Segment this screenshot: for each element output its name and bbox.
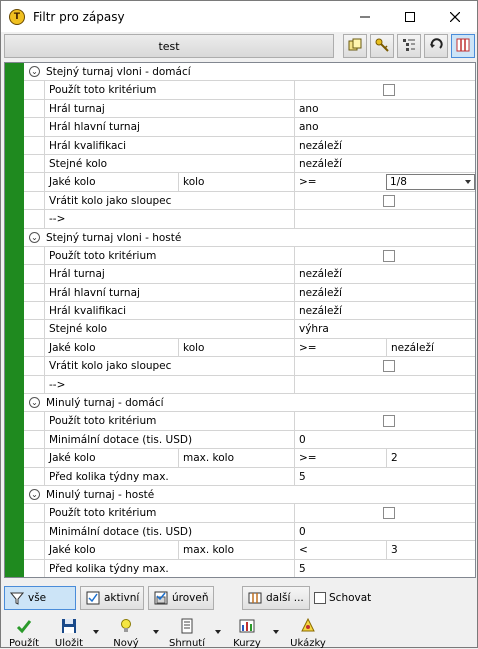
criteria-row bbox=[24, 560, 475, 578]
collapse-icon[interactable]: ⌄ bbox=[29, 489, 40, 500]
criteria-label: Stejné kolo bbox=[44, 155, 294, 173]
criteria-checkbox[interactable] bbox=[383, 195, 395, 207]
criteria-label: Jaké kolo bbox=[44, 339, 178, 357]
criteria-value[interactable]: výhra bbox=[294, 320, 475, 338]
odds-dropdown-arrow[interactable] bbox=[271, 615, 281, 648]
round-select-value: 1/8 bbox=[390, 176, 407, 189]
collapse-icon[interactable]: ⌄ bbox=[29, 232, 40, 243]
new-dropdown-arrow[interactable] bbox=[151, 615, 161, 648]
criteria-value[interactable]: ano bbox=[294, 118, 475, 136]
criteria-value[interactable]: nezáleží bbox=[294, 284, 475, 302]
criteria-value[interactable] bbox=[294, 412, 475, 430]
summary-label: Shrnutí bbox=[169, 638, 205, 649]
criteria-row bbox=[24, 541, 475, 559]
criteria-value[interactable] bbox=[294, 376, 475, 394]
document-icon bbox=[179, 618, 195, 637]
round-select[interactable] bbox=[386, 174, 475, 190]
criteria-row bbox=[24, 376, 475, 394]
samples-button[interactable] bbox=[281, 615, 335, 648]
filter-active-label: aktivní bbox=[104, 592, 140, 604]
criteria-label: Hrál hlavní turnaj bbox=[44, 284, 294, 302]
save-dropdown-arrow[interactable] bbox=[91, 615, 101, 648]
criteria-checkbox[interactable] bbox=[383, 250, 395, 262]
refresh-icon bbox=[429, 38, 443, 55]
criteria-label: Jaké kolo bbox=[44, 449, 178, 467]
criteria-row bbox=[24, 302, 475, 320]
criteria-value[interactable]: 3 bbox=[386, 541, 475, 559]
criteria-row bbox=[24, 100, 475, 118]
filter-active-button[interactable] bbox=[80, 586, 144, 610]
criteria-subfield[interactable]: max. kolo bbox=[178, 541, 294, 559]
criteria-row bbox=[24, 173, 475, 191]
criteria-value[interactable]: nezáleží bbox=[294, 137, 475, 155]
criteria-label: Použít toto kritérium bbox=[44, 81, 294, 99]
criteria-row bbox=[24, 339, 475, 357]
grid-indicator-bar bbox=[5, 63, 24, 577]
filter-level-button[interactable] bbox=[148, 586, 214, 610]
group-title: Stejný turnaj vloni - domácí bbox=[46, 66, 191, 78]
criteria-row bbox=[24, 449, 475, 467]
samples-icon bbox=[300, 618, 316, 637]
criteria-row bbox=[24, 468, 475, 486]
chevron-down-icon bbox=[465, 180, 471, 184]
criteria-subfield[interactable]: kolo bbox=[178, 339, 294, 357]
hide-checkbox[interactable] bbox=[314, 592, 326, 604]
criteria-label: Před kolika týdny max. bbox=[44, 560, 294, 578]
odds-button[interactable] bbox=[223, 615, 271, 648]
criteria-row bbox=[24, 412, 475, 430]
criteria-label: --> bbox=[44, 210, 294, 228]
criteria-label: Stejné kolo bbox=[44, 320, 294, 338]
criteria-label: Minimální dotace (tis. USD) bbox=[44, 523, 294, 541]
columns-more-icon bbox=[248, 591, 262, 605]
group-header[interactable] bbox=[24, 394, 475, 412]
criteria-checkbox[interactable] bbox=[383, 84, 395, 96]
group-title: Stejný turnaj vloni - hosté bbox=[46, 231, 182, 244]
criteria-value[interactable]: 0 bbox=[294, 431, 475, 449]
tree-list-icon bbox=[402, 38, 416, 55]
criteria-row bbox=[24, 137, 475, 155]
criteria-value[interactable]: nezáleží bbox=[294, 302, 475, 320]
criteria-label: Vrátit kolo jako sloupec bbox=[44, 357, 294, 375]
minimize-button[interactable] bbox=[342, 1, 387, 32]
funnel-icon bbox=[10, 591, 24, 605]
criteria-row bbox=[24, 504, 475, 522]
bottom-toolbar bbox=[1, 615, 477, 648]
window-title: Filtr pro zápasy bbox=[33, 9, 125, 24]
criteria-row bbox=[24, 210, 475, 228]
criteria-subfield[interactable]: max. kolo bbox=[178, 449, 294, 467]
criteria-checkbox[interactable] bbox=[383, 507, 395, 519]
criteria-row bbox=[24, 192, 475, 210]
new-button[interactable] bbox=[101, 615, 151, 648]
app-icon: T bbox=[9, 9, 25, 25]
criteria-value[interactable]: nezáleží bbox=[386, 339, 475, 357]
criteria-value[interactable] bbox=[294, 81, 475, 99]
title-bar bbox=[1, 1, 477, 32]
criteria-row bbox=[24, 431, 475, 449]
hide-toggle[interactable] bbox=[314, 592, 371, 604]
criteria-label: --> bbox=[44, 376, 294, 394]
summary-dropdown-arrow[interactable] bbox=[213, 615, 223, 648]
more-button[interactable] bbox=[242, 586, 310, 610]
criteria-label: Použít toto kritérium bbox=[44, 504, 294, 522]
operator-field[interactable]: >= bbox=[294, 173, 386, 191]
use-label: Použít bbox=[8, 638, 40, 649]
checkbox-icon bbox=[86, 591, 100, 605]
more-label: další ... bbox=[266, 592, 304, 604]
profile-button[interactable]: test bbox=[4, 34, 334, 58]
filter-all-label: vše bbox=[28, 592, 47, 604]
key-button[interactable] bbox=[370, 34, 394, 58]
criteria-row bbox=[24, 81, 475, 99]
filter-bar bbox=[4, 585, 476, 611]
copy-button[interactable] bbox=[343, 34, 367, 58]
criteria-label: Hrál kvalifikaci bbox=[44, 137, 294, 155]
criteria-value[interactable]: nezáleží bbox=[294, 265, 475, 283]
refresh-button[interactable] bbox=[424, 34, 448, 58]
criteria-value[interactable]: 0 bbox=[294, 523, 475, 541]
criteria-label: Minimální dotace (tis. USD) bbox=[44, 431, 294, 449]
copy-icon bbox=[348, 38, 362, 55]
group-header[interactable] bbox=[24, 229, 475, 247]
criteria-value[interactable] bbox=[294, 504, 475, 522]
criteria-row bbox=[24, 265, 475, 283]
group-title: Minulý turnaj - domácí bbox=[46, 397, 164, 410]
criteria-value[interactable] bbox=[294, 357, 475, 375]
criteria-checkbox[interactable] bbox=[383, 360, 395, 372]
criteria-label: Použít toto kritérium bbox=[44, 247, 294, 265]
tree-button[interactable] bbox=[397, 34, 421, 58]
criteria-label: Vrátit kolo jako sloupec bbox=[44, 192, 294, 210]
criteria-value[interactable]: nezáleží bbox=[294, 155, 475, 173]
collapse-icon[interactable]: ⌄ bbox=[29, 66, 40, 77]
criteria-value[interactable] bbox=[294, 210, 475, 228]
group-header[interactable] bbox=[24, 486, 475, 504]
new-label: Nový bbox=[113, 638, 139, 649]
maximize-button[interactable] bbox=[387, 1, 432, 32]
operator-field[interactable]: >= bbox=[294, 339, 386, 357]
criteria-value[interactable]: 2 bbox=[386, 449, 475, 467]
criteria-label: Jaké kolo bbox=[44, 541, 178, 559]
criteria-label: Hrál kvalifikaci bbox=[44, 302, 294, 320]
top-toolbar bbox=[4, 34, 476, 60]
criteria-label: Hrál turnaj bbox=[44, 265, 294, 283]
group-header[interactable] bbox=[24, 63, 475, 81]
criteria-label: Hrál turnaj bbox=[44, 100, 294, 118]
operator-field[interactable]: >= bbox=[294, 449, 386, 467]
summary-button[interactable] bbox=[161, 615, 213, 648]
criteria-value[interactable]: 5 bbox=[294, 468, 475, 486]
criteria-grid bbox=[4, 62, 476, 578]
criteria-label: Jaké kolo bbox=[44, 173, 178, 191]
save-label: Uložit bbox=[54, 638, 84, 649]
lightbulb-icon bbox=[118, 618, 134, 637]
save-button[interactable] bbox=[47, 615, 91, 648]
checkmark-icon bbox=[16, 618, 32, 637]
save-icon bbox=[61, 618, 77, 637]
criteria-value[interactable] bbox=[294, 192, 475, 210]
columns-icon bbox=[456, 38, 470, 55]
criteria-checkbox[interactable] bbox=[383, 415, 395, 427]
criteria-value[interactable]: ano bbox=[294, 100, 475, 118]
columns-button[interactable] bbox=[451, 34, 475, 58]
criteria-value[interactable]: 5 bbox=[294, 560, 475, 578]
collapse-icon[interactable]: ⌄ bbox=[29, 397, 40, 408]
operator-field[interactable]: < bbox=[294, 541, 386, 559]
criteria-value[interactable] bbox=[294, 247, 475, 265]
criteria-subfield[interactable]: kolo bbox=[178, 173, 294, 191]
criteria-row bbox=[24, 118, 475, 136]
samples-label: Ukázky bbox=[290, 638, 326, 649]
criteria-label: Hrál hlavní turnaj bbox=[44, 118, 294, 136]
criteria-label: Použít toto kritérium bbox=[44, 412, 294, 430]
criteria-row bbox=[24, 523, 475, 541]
filter-level-label: úroveň bbox=[172, 592, 209, 604]
criteria-label: Před kolika týdny max. bbox=[44, 468, 294, 486]
criteria-row bbox=[24, 284, 475, 302]
level-icon bbox=[154, 591, 168, 605]
criteria-row bbox=[24, 155, 475, 173]
hide-label: Schovat bbox=[329, 592, 372, 604]
close-button[interactable] bbox=[432, 1, 477, 32]
group-title: Minulý turnaj - hosté bbox=[46, 488, 155, 501]
criteria-row bbox=[24, 357, 475, 375]
filter-all-button[interactable] bbox=[4, 586, 76, 610]
bar-chart-icon bbox=[239, 618, 255, 637]
criteria-row bbox=[24, 247, 475, 265]
odds-label: Kurzy bbox=[233, 638, 261, 649]
key-icon bbox=[375, 38, 389, 55]
criteria-row bbox=[24, 320, 475, 338]
use-button[interactable] bbox=[1, 615, 47, 648]
criteria-rows bbox=[24, 63, 475, 578]
